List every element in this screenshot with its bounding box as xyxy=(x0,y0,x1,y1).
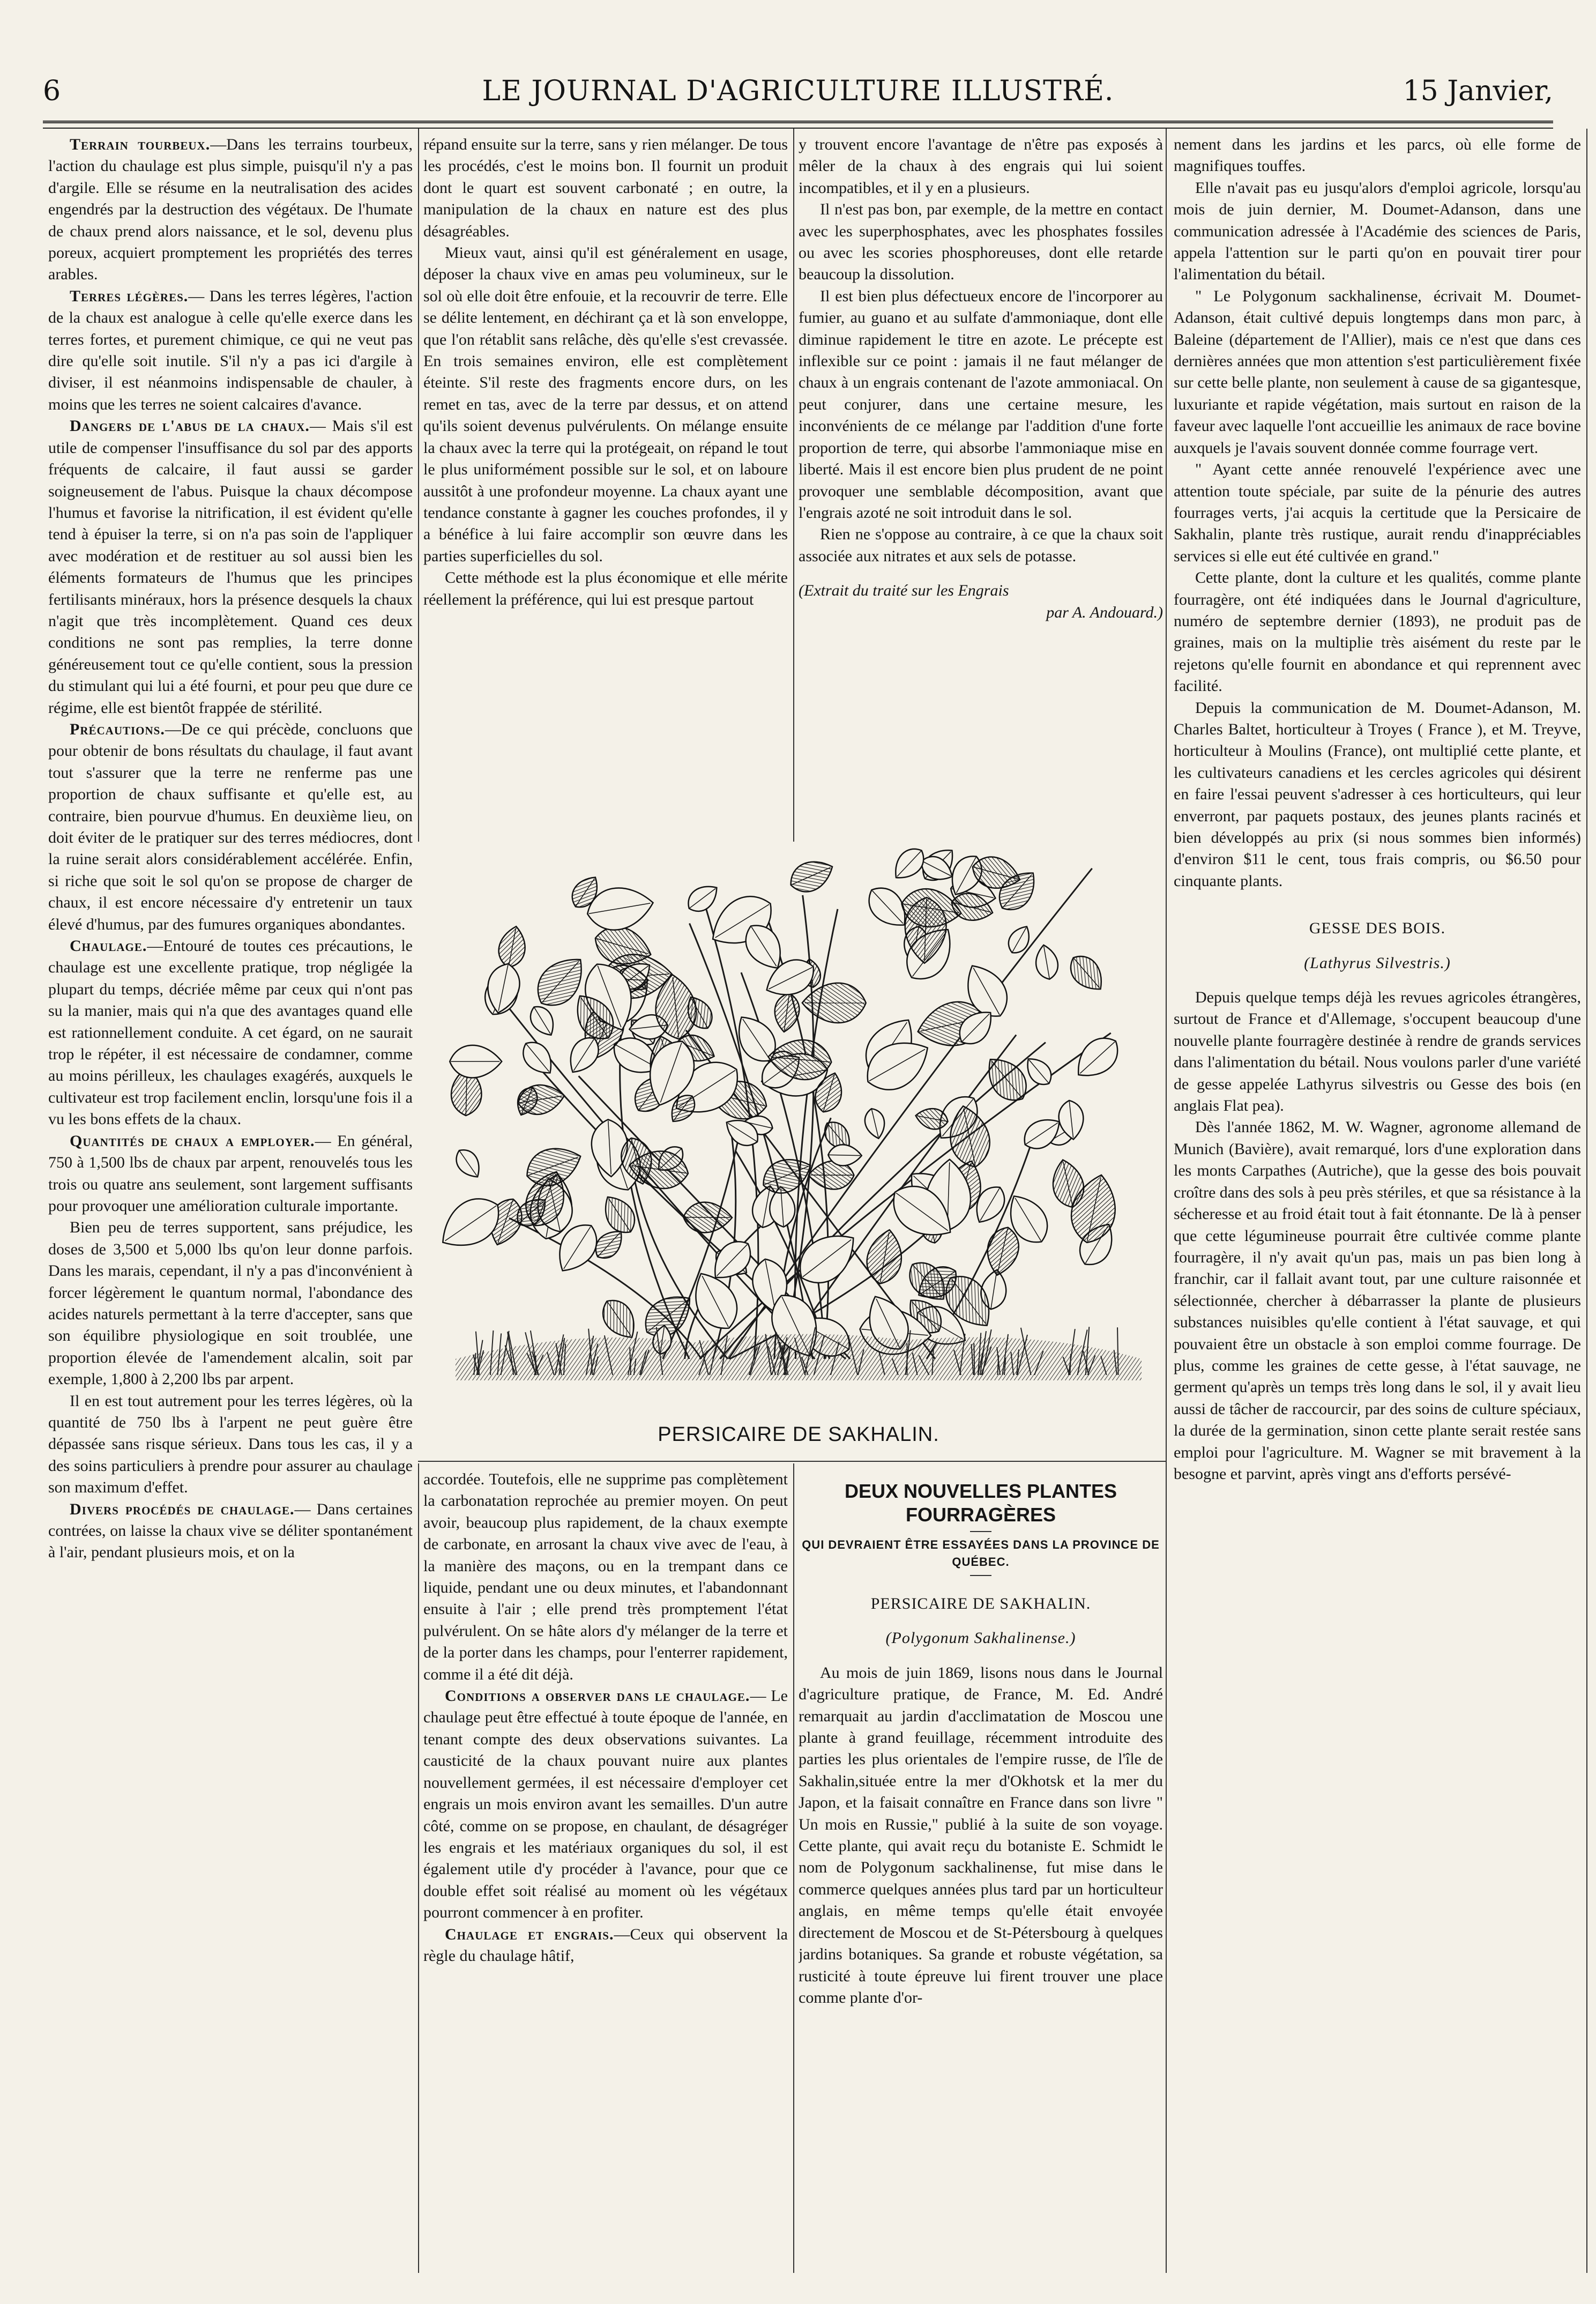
issue-date: 15 Janvier, xyxy=(1403,75,1553,107)
paragraph-text: Rien ne s'oppose au contraire, à ce que la chaux soit associée aux nitrates et aux sels de potasse. xyxy=(799,525,1163,565)
paragraph-lead: Divers procédés de chaulage. xyxy=(70,1500,295,1518)
paragraph-text: répand ensuite sur la terre, sans y rien mélanger. De tous les procédés, c'est le moins bon. Il fournit un produit dont le quart est souvent carbonaté ; en outre, la manipulation de la chaux en nature est des plus désagréables. xyxy=(423,136,788,240)
paragraph xyxy=(48,719,413,935)
page-number: 6 xyxy=(43,75,61,107)
page-header xyxy=(43,75,1553,118)
paragraph xyxy=(48,1217,413,1390)
paragraph-lead: Chaulage et engrais. xyxy=(445,1925,614,1943)
column-divider xyxy=(418,1463,419,2273)
article-column-2-top xyxy=(423,134,788,842)
paragraph-text: Il est bien plus défectueux encore de l'incorporer au fumier, au guano et au sulfate d'ammoniaque, dont elle diminue rapidement le titre en azote. Le précepte est inflexible sur ce point : jamais il ne faut mélanger de chaux à un engrais contenant de l'azote ammoniacal. On peut conjurer, dans une certaine mesure, les inconvénients de ce mélange par l'addition d'une forte proportion de terre, qui absorbe l'ammoniaque mise en liberté. Mais il est encore bien plus prudent de ne point provoquer une semblable décomposition, avant que l'engrais azoté ne soit introduit dans le sol. xyxy=(799,287,1163,522)
illustration-caption: PERSICAIRE DE SAKHALIN. xyxy=(658,1423,939,1446)
paragraph xyxy=(48,415,413,719)
paragraph-text: Dès l'année 1862, M. W. Wagner, agronome allemand de Munich (Bavière), avait remarqué, lors d'une exploration dans les monts Carpathes (Autriche), que la gesse des bois pouvait croître dans des sols à peu près stériles, et que sa résistance à la sécheresse et au froid était tout à fait étonnante. De là à penser que cette légumineuse pourrait être cultivée comme plante fourragère, il n'y avait qu'un pas, mais un pas bien long à franchir, car il fallait avant tout, par une culture raisonnée et sélectionnée, chercher à débarrasser la plante de plusieurs substances nuisibles qu'elle contient à l'état sauvage, et qui pouvaient être un obstacle à son emploi comme fourrage. De plus, comme les graines de cette gesse, à l'état sauvage, ne germent qu'après un temps très long dans le sol, il y avait lieu aussi de tâcher de raccourcir, par des soins de culture spéciaux, la durée de la germination, sinon cette plante serait restée sans emploi pour l'agriculture. M. Wagner se mit bravement à la besogne et parvint, après vingt ans d'efforts persévé- xyxy=(1174,1118,1581,1483)
paragraph-text: Cette plante, dont la culture et les qualités, comme plante fourragère, ont été indiquées dans le Journal d'agriculture, numéro de septembre dernier (1893), ne produit pas de graines, mais on la multiplie très aisément du reste par le rejetons qu'elle fournit en abondance et qui reprennent avec facilité. xyxy=(1174,569,1581,695)
paragraph-lead: Chaulage. xyxy=(70,937,147,955)
paragraph-text: —Entouré de toutes ces précautions, le chaulage est une excellente pratique, trop négligée la plupart du temps, décriée même par ceux qui n'ont pas su la manier, mais qui n'a que des avantages quand elle est rationnellement conduite. A cet égard, on ne saurait trop le répéter, il est nécessaire de condamner, comme au moins périlleux, les chaulages exagérés, auxquels le cultivateur est trop facilement enclin, lorsqu'une fois il a vu les bons effets de la chaux. xyxy=(48,937,413,1128)
section-title: PERSICAIRE DE SAKHALIN. xyxy=(870,1595,1091,1612)
paragraph-text: " Ayant cette année renouvelé l'expérience avec une attention toute spéciale, par suite de la pénurie des autres fourrages verts, j'ai acquis la certitude que la Persicaire de Sakhalin, plante très rustique, aurait rendu d'inappréciables services si elle eut été cultivée en grand." xyxy=(1174,460,1581,565)
paragraph xyxy=(1174,134,1581,177)
paragraph xyxy=(423,134,788,242)
column-divider xyxy=(793,129,794,842)
column-divider xyxy=(1586,129,1587,2273)
paragraph xyxy=(48,1499,413,1564)
paragraph-text: Depuis la communication de M. Doumet-Adanson, M. Charles Baltet, horticulteur à Troyes ( France ), et M. Treyve, horticulteur à Moulins (France), ont multiplié cette plante, et les cultivateurs canadiens et les cercles agricoles qui désirent en faire l'essai peuvent s'adresser à ces horticulteurs, qui leur enverront, par paquets postaux, des jeunes plants racinés et bien développés au prix (si nous sommes bien informés) d'environ $11 le cent, tous frais compris, ou $6.50 pour cinquante plants. xyxy=(1174,698,1581,890)
paragraph xyxy=(423,1685,788,1923)
paragraph-lead: Quantités de chaux a employer. xyxy=(70,1132,315,1150)
section-latin-name: (Lathyrus Silvestris.) xyxy=(1304,954,1451,972)
paragraph-lead: Conditions a observer dans le chaulage. xyxy=(445,1687,750,1705)
header-rule xyxy=(43,121,1553,129)
paragraph xyxy=(1174,697,1581,893)
source-citation: (Extrait du traité sur les Engrais xyxy=(799,582,1009,600)
paragraph-text: — Mais s'il est utile de compenser l'insuffisance du sol par des apports fréquents de calcaire, il faut aussi se garder soigneusement de l'abus. Puisque la chaux décompose l'humus et favorise la nitrification, il est évident qu'elle tend à épuiser la terre, si on n'a pas soin de l'appliquer avec modération et de restituer au sol aussi bien les éléments formateurs de l'humus que les principes fertilisants minéraux, hors la présence desquels la chaux n'agit que très incomplètement. Quand ces deux conditions ne sont pas remplies, la terre donne généreusement tout ce qu'elle contient, sous la pression du stimulant qui lui a été fourni, et pour peu que dure ce régime, elle est bientôt frappée de stérilité. xyxy=(48,417,413,717)
paragraph xyxy=(1174,177,1581,286)
paragraph-lead: Terrain tourbeux. xyxy=(70,136,211,153)
paragraph xyxy=(423,567,788,611)
paragraph-text: Bien peu de terres supportent, sans préjudice, les doses de 3,500 et 5,000 lbs qu'on leur donne parfois. Dans les marais, cependant, il n'y a pas d'inconvénient à forcer légèrement le quantum normal, l'abondance des acides naturels permettant à la terre d'accepter, sans que son équilibre physiologique en soit troublée, une proportion élevée de l'amendement alcalin, soit par exemple, 1,800 à 2,200 lbs par arpent. xyxy=(48,1218,413,1388)
paragraph-text: Cette méthode est la plus économique et elle mérite réellement la préférence, qui lui est presque partout xyxy=(423,569,788,608)
paragraph xyxy=(1174,1117,1581,1485)
paragraph-text: — Dans les terres légères, l'action de la chaux est analogue à celle qu'elle exerce dans les terres fortes, et purement chimique, ce qui ne veut pas dire qu'elle soit inutile. S'il n'y a pas ici d'argile à diviser, il est néanmoins indispensable de chauler, à moins que les terres ne soient calcaires d'avance. xyxy=(48,287,413,413)
paragraph-text: Depuis quelque temps déjà les revues agricoles étrangères, surtout de France et d'Allemage, s'occupent beaucoup d'une nouvelle plante fourragère destinée à rendre de grands services dans l'alimentation du bétail. Nous voulons parler d'une variété de gesse appelée Lathyrus silvestris ou Gesse des bois (en anglais Flat pea). xyxy=(1174,989,1581,1115)
paragraph-text: Il en est tout autrement pour les terres légères, où la quantité de 750 lbs à l'arpent ne peut guère être dépassée sans risque sérieux. Dans tous les cas, il y a des soins particuliers à prendre pour assurer au chaulage son maximum d'effet. xyxy=(48,1392,413,1497)
article-column-2-bottom xyxy=(423,1469,788,2273)
paragraph-text: accordée. Toutefois, elle ne supprime pas complètement la carbonatation reprochée au premier moyen. On peut avoir, beaucoup plus rapidement, de la chaux exempte de carbonate, en arrosant la chaux vive avec de l'eau, à la manière des maçons, ou en la trempant dans ce liquide, pendant une ou deux minutes, et l'abandonnant ensuite à l'air ; elle prend très promptement l'état pulvérulent. On se hâte alors d'y mélanger de la terre et de la porter dans les champs, pour l'enterrer rapidement, comme il a été dit déjà. xyxy=(423,1470,788,1683)
article-subtitle: QUI DEVRAIENT ÊTRE ESSAYÉES DANS LA PROVINCE DE QUÉBEC. xyxy=(802,1538,1160,1569)
paragraph xyxy=(1174,286,1581,459)
paragraph-text: — Dans certaines contrées, on laisse la chaux vive se déliter spontanément à l'air, pendant plusieurs mois, et on la xyxy=(48,1500,413,1562)
illustration-rule xyxy=(418,1461,1166,1462)
paragraph xyxy=(48,286,413,415)
paragraph xyxy=(48,1131,413,1217)
paragraph xyxy=(423,1924,788,1967)
paragraph-text: —Ceux qui observent la règle du chaulage hâtif, xyxy=(423,1925,788,1965)
paragraph xyxy=(1174,567,1581,697)
article-column-1 xyxy=(48,134,413,2270)
persicaire-illustration xyxy=(423,844,1174,1413)
journal-title: LE JOURNAL D'AGRICULTURE ILLUSTRÉ. xyxy=(482,75,1114,107)
paragraph-text: " Le Polygonum sackhalinense, écrivait M. Doumet-Adanson, était cultivé depuis longtemps dans mon parc, à Baleine (département de l'Allier), mais ce n'est que dans ces dernières années que mon attention s'est particulièrement fixée sur cette belle plante, non seulement à cause de sa gigantesque, luxuriante et rapide végétation, mais surtout en raison de la faveur avec laquelle l'ont accueillie les animaux de race bovine auxquels je l'avais souvent donnée comme fourrage vert. xyxy=(1174,287,1581,457)
column-divider xyxy=(793,1463,794,2273)
paragraph-text: —De ce qui précède, concluons que pour obtenir de bons résultats du chaulage, il faut avant tout s'assurer que la terre ne renferme pas une proportion de chaux suffisante et qu'elle est, au contraire, bien pourvue d'humus. En deuxième lieu, on doit éviter de le pratiquer sur des terres médiocres, dont la ruine serait alors considérablement accélérée. Enfin, si riche que soit le sol qu'on se propose de charger de chaux, il est encore nécessaire d'y entretenir un taux élevé d'humus, par des fumures organiques abondantes. xyxy=(48,720,413,933)
article-column-3-bottom xyxy=(799,1480,1163,2273)
paragraph xyxy=(799,199,1163,286)
paragraph xyxy=(48,935,413,1131)
article-title: DEUX NOUVELLES PLANTES FOURRAGÈRES xyxy=(844,1480,1117,1526)
paragraph-text: — Le chaulage peut être effectué à toute époque de l'année, en tenant compte des deux observations suivantes. La causticité de la chaux pouvant nuire aux plantes nouvellement germées, il est nécessaire d'employer cet engrais un mois environ avant les semailles. D'un autre côté, comme on se propose, en chaulant, de désagréger les engrais et les matériaux organiques du sol, il est également utile d'y procéder à l'avance, pour que ce double effet soit réalisé au moment où les végétaux pourront commencer à en profiter. xyxy=(423,1687,788,1922)
paragraph xyxy=(423,242,788,567)
paragraph-lead: Précautions. xyxy=(70,720,165,738)
paragraph-text: Elle n'avait pas eu jusqu'alors d'emploi agricole, lorsqu'au mois de juin dernier, M. Doumet-Adanson, dans une communication adressée à l'Académie des sciences de Paris, appela l'attention sur le parti qu'on en pouvait tirer pour l'alimentation du bétail. xyxy=(1174,179,1581,284)
paragraph xyxy=(1174,459,1581,567)
paragraph-lead: Terres légères. xyxy=(70,287,189,305)
paragraph-text: y trouvent encore l'avantage de n'être pas exposés à mêler de la chaux à des engrais qui lui soient incompatibles, et il y en a plusieurs. xyxy=(799,136,1163,197)
paragraph-text: —Dans les terrains tourbeux, l'action du chaulage est plus simple, puisqu'il n'y a pas d'argile. Elle se résume en la neutralisation des acides engendrés par la destruction des végétaux. De l'humate de chaux prend alors naissance, et le sol, devenu plus poreux, acquiert promptement les propriétés des terres arables. xyxy=(48,136,413,284)
paragraph xyxy=(48,1391,413,1499)
paragraph xyxy=(799,524,1163,567)
paragraph xyxy=(799,134,1163,199)
source-author: par A. Andouard.) xyxy=(1046,603,1163,621)
section-latin-name: (Polygonum Sakhalinense.) xyxy=(885,1629,1076,1647)
paragraph xyxy=(799,1662,1163,2009)
paragraph xyxy=(423,1469,788,1685)
column-divider xyxy=(418,129,419,842)
paragraph-text: — En général, 750 à 1,500 lbs de chaux par arpent, renouvelés tous les trois ou quatre ans seulement, sont largement suffisants pour provoquer une amélioration culturale importante. xyxy=(48,1132,413,1215)
paragraph-lead: Dangers de l'abus de la chaux. xyxy=(70,417,310,435)
paragraph-text: Mieux vaut, ainsi qu'il est généralement en usage, déposer la chaux vive en amas peu volumineux, sur le sol où elle doit être enfouie, et la recouvrir de terre. Elle se délite lentement, en déchirant ça et là son enveloppe, que l'on rétablit sans relâche, dès qu'elle s'est crevassée. En trois semaines environ, elle est complètement éteinte. S'il reste des fragments encore durs, on les remet en tas, avec de la terre par dessus, et on attend qu'ils soient devenus pulvérulents. On mélange ensuite la chaux avec la terre qui la protégeait, on répand le tout le plus uniformément possible sur le sol, et on laboure aussitôt à une profondeur moyenne. La chaux ayant une tendance constante à gagner les couches profondes, il y a bénéfice à lui faire accomplir son œuvre dans les parties superficielles du sol. xyxy=(423,244,788,565)
section-title: GESSE DES BOIS. xyxy=(1309,919,1446,938)
paragraph-text: Au mois de juin 1869, lisons nous dans le Journal d'agriculture pratique, de France, M. Ed. André remarquait au jardin d'acclimatation de Moscou une plante à grand feuillage, récemment introduite des parties les plus orientales de l'empire russe, de l'île de Sakhalin,située entre la mer d'Okhotsk et la mer du Japon, et la faisait connaître en France dans son livre " Un mois en Russie," publié à la suite de son voyage. Cette plante, qui avait reçu du botaniste E. Schmidt le nom de Polygonum sackhalinense, fut mise dans le commerce quelques années plus tard par un horticulteur anglais, en même temps qu'elle était envoyée directement de Moscou et de St-Pétersbourg à quelques jardins botaniques. Sa grande et robuste végétation, sa rusticité à toute épreuve lui firent trouver une place comme plante d'or- xyxy=(799,1663,1163,2006)
paragraph xyxy=(1174,987,1581,1117)
paragraph xyxy=(799,286,1163,524)
paragraph xyxy=(48,134,413,286)
article-column-4 xyxy=(1174,134,1581,2273)
paragraph-text: Il n'est pas bon, par exemple, de la mettre en contact avec les superphosphates, avec les phosphates fossiles ou avec les scories phosphoreuses, dont elle retarde beaucoup la dissolution. xyxy=(799,200,1163,284)
article-column-3-top xyxy=(799,134,1163,842)
paragraph-text: nement dans les jardins et les parcs, où elle forme de magnifiques touffes. xyxy=(1174,136,1581,175)
